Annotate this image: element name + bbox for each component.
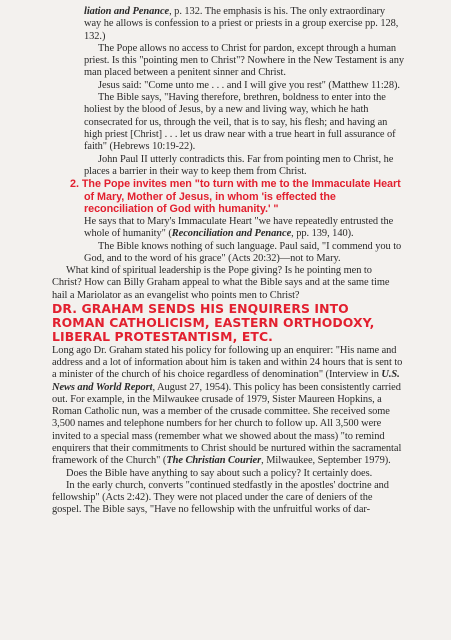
publication-title: U.S. News and World Report <box>52 369 400 393</box>
book-title: Reconciliation and Penance <box>171 228 292 240</box>
book-title: liation and Penance <box>84 6 170 17</box>
section-heading: DR. GRAHAM SENDS HIS ENQUIRERS INTO ROMAN CATHOLICISM, EASTERN ORTHODOXY, LIBERAL PROTESTANTISM, ETC. <box>52 301 375 345</box>
paragraph-bible-language: The Bible knows nothing of such language. Paul said, "I commend you to God, and to the word of his grace" (Acts 20:32)—not to Mary. <box>84 240 402 264</box>
paragraph-early-church: In the early church, converts "continued stedfastly in the apostles' doctrine and fellowship" (Acts 2:42). They were not placed under the care of deniers of the gospel. The Bible says, "Have no fellowship with the unfruitful works of dar- <box>52 479 389 516</box>
paragraph-hebrews-quote: The Bible says, "Having therefore, brethren, boldness to enter into the holiest by the blood of Jesus, by a new and living way, which he hath consecrated for us, through the veil, that is to say, his flesh; and having an high priest [Christ] . . . let us draw near with a true heart in full assurance of faith" (Hebrews 10:19-22). <box>84 92 396 153</box>
paragraph-priest-access: The Pope allows no access to Christ for pardon, except through a human priest. Is this "pointing men to Christ"? Nowhere in the New Testament is any man placed between a penitent sinner and Christ. <box>84 42 404 79</box>
page-body <box>52 6 404 517</box>
paragraph-immaculate-heart: He says that to Mary's Immaculate Heart "we have repeatedly entrusted the whole of humanity" (Reconciliation and Penance, pp. 139, 140). <box>84 215 394 240</box>
publication-title: The Christian Courier <box>166 455 262 467</box>
paragraph-contradiction: John Paul II utterly contradicts this. Far from pointing men to Christ, he places a barrier in their way to keep them from Christ. <box>84 153 394 177</box>
pope-section <box>52 6 404 178</box>
point-2-heading: 2. The Pope invites men "to turn with me to the Immaculate Heart of Mary, Mother of Jesus, in whom 'is effected the reconciliation of God with humanity.' " <box>70 178 401 216</box>
mary-section <box>52 216 404 265</box>
paragraph-followup-policy: Long ago Dr. Graham stated his policy for following up an enquirer: "His name and address and a lot of information about him is taken and within 24 hours that is sent to a minister of the church of his choice regardless of denomination" (Interview in U.S. News and World Report, August 27, 1954). This policy has been consistently carried out. For example, in the Milwaukee crusade of 1979, Sister Maureen Hopkins, a Roman Catholic nun, was a member of the crusade committee. She received some 3,500 names and telephone numbers for her church to follow up. All 3,500 were invited to a special mass (remember what we showed about the mass) "to remind enquirers that their commitments to Christ should be nurtured within the sacramental framework of the Church" (The Christian Courier, Milwaukee, September 1979). <box>52 344 403 467</box>
paragraph-jesus-quote: Jesus said: "Come unto me . . . and I will give you rest" (Matthew 11:28). <box>98 79 400 91</box>
paragraph-bible-policy: Does the Bible have anything to say about such a policy? It certainly does. <box>66 467 373 479</box>
paragraph-spiritual-leadership: What kind of spiritual leadership is the Pope giving? Is he pointing men to Christ? How can Billy Graham appeal to what the Bible says and at the same time hail a Mariolator as an evangelist who points men to Christ? <box>52 265 390 301</box>
paragraph-continuation: liation and Penance, p. 132. The emphasis is his. The only extraordinary way he allows is confession to a priest or priests in a group exercise pp. 128, 132.) <box>84 6 399 42</box>
